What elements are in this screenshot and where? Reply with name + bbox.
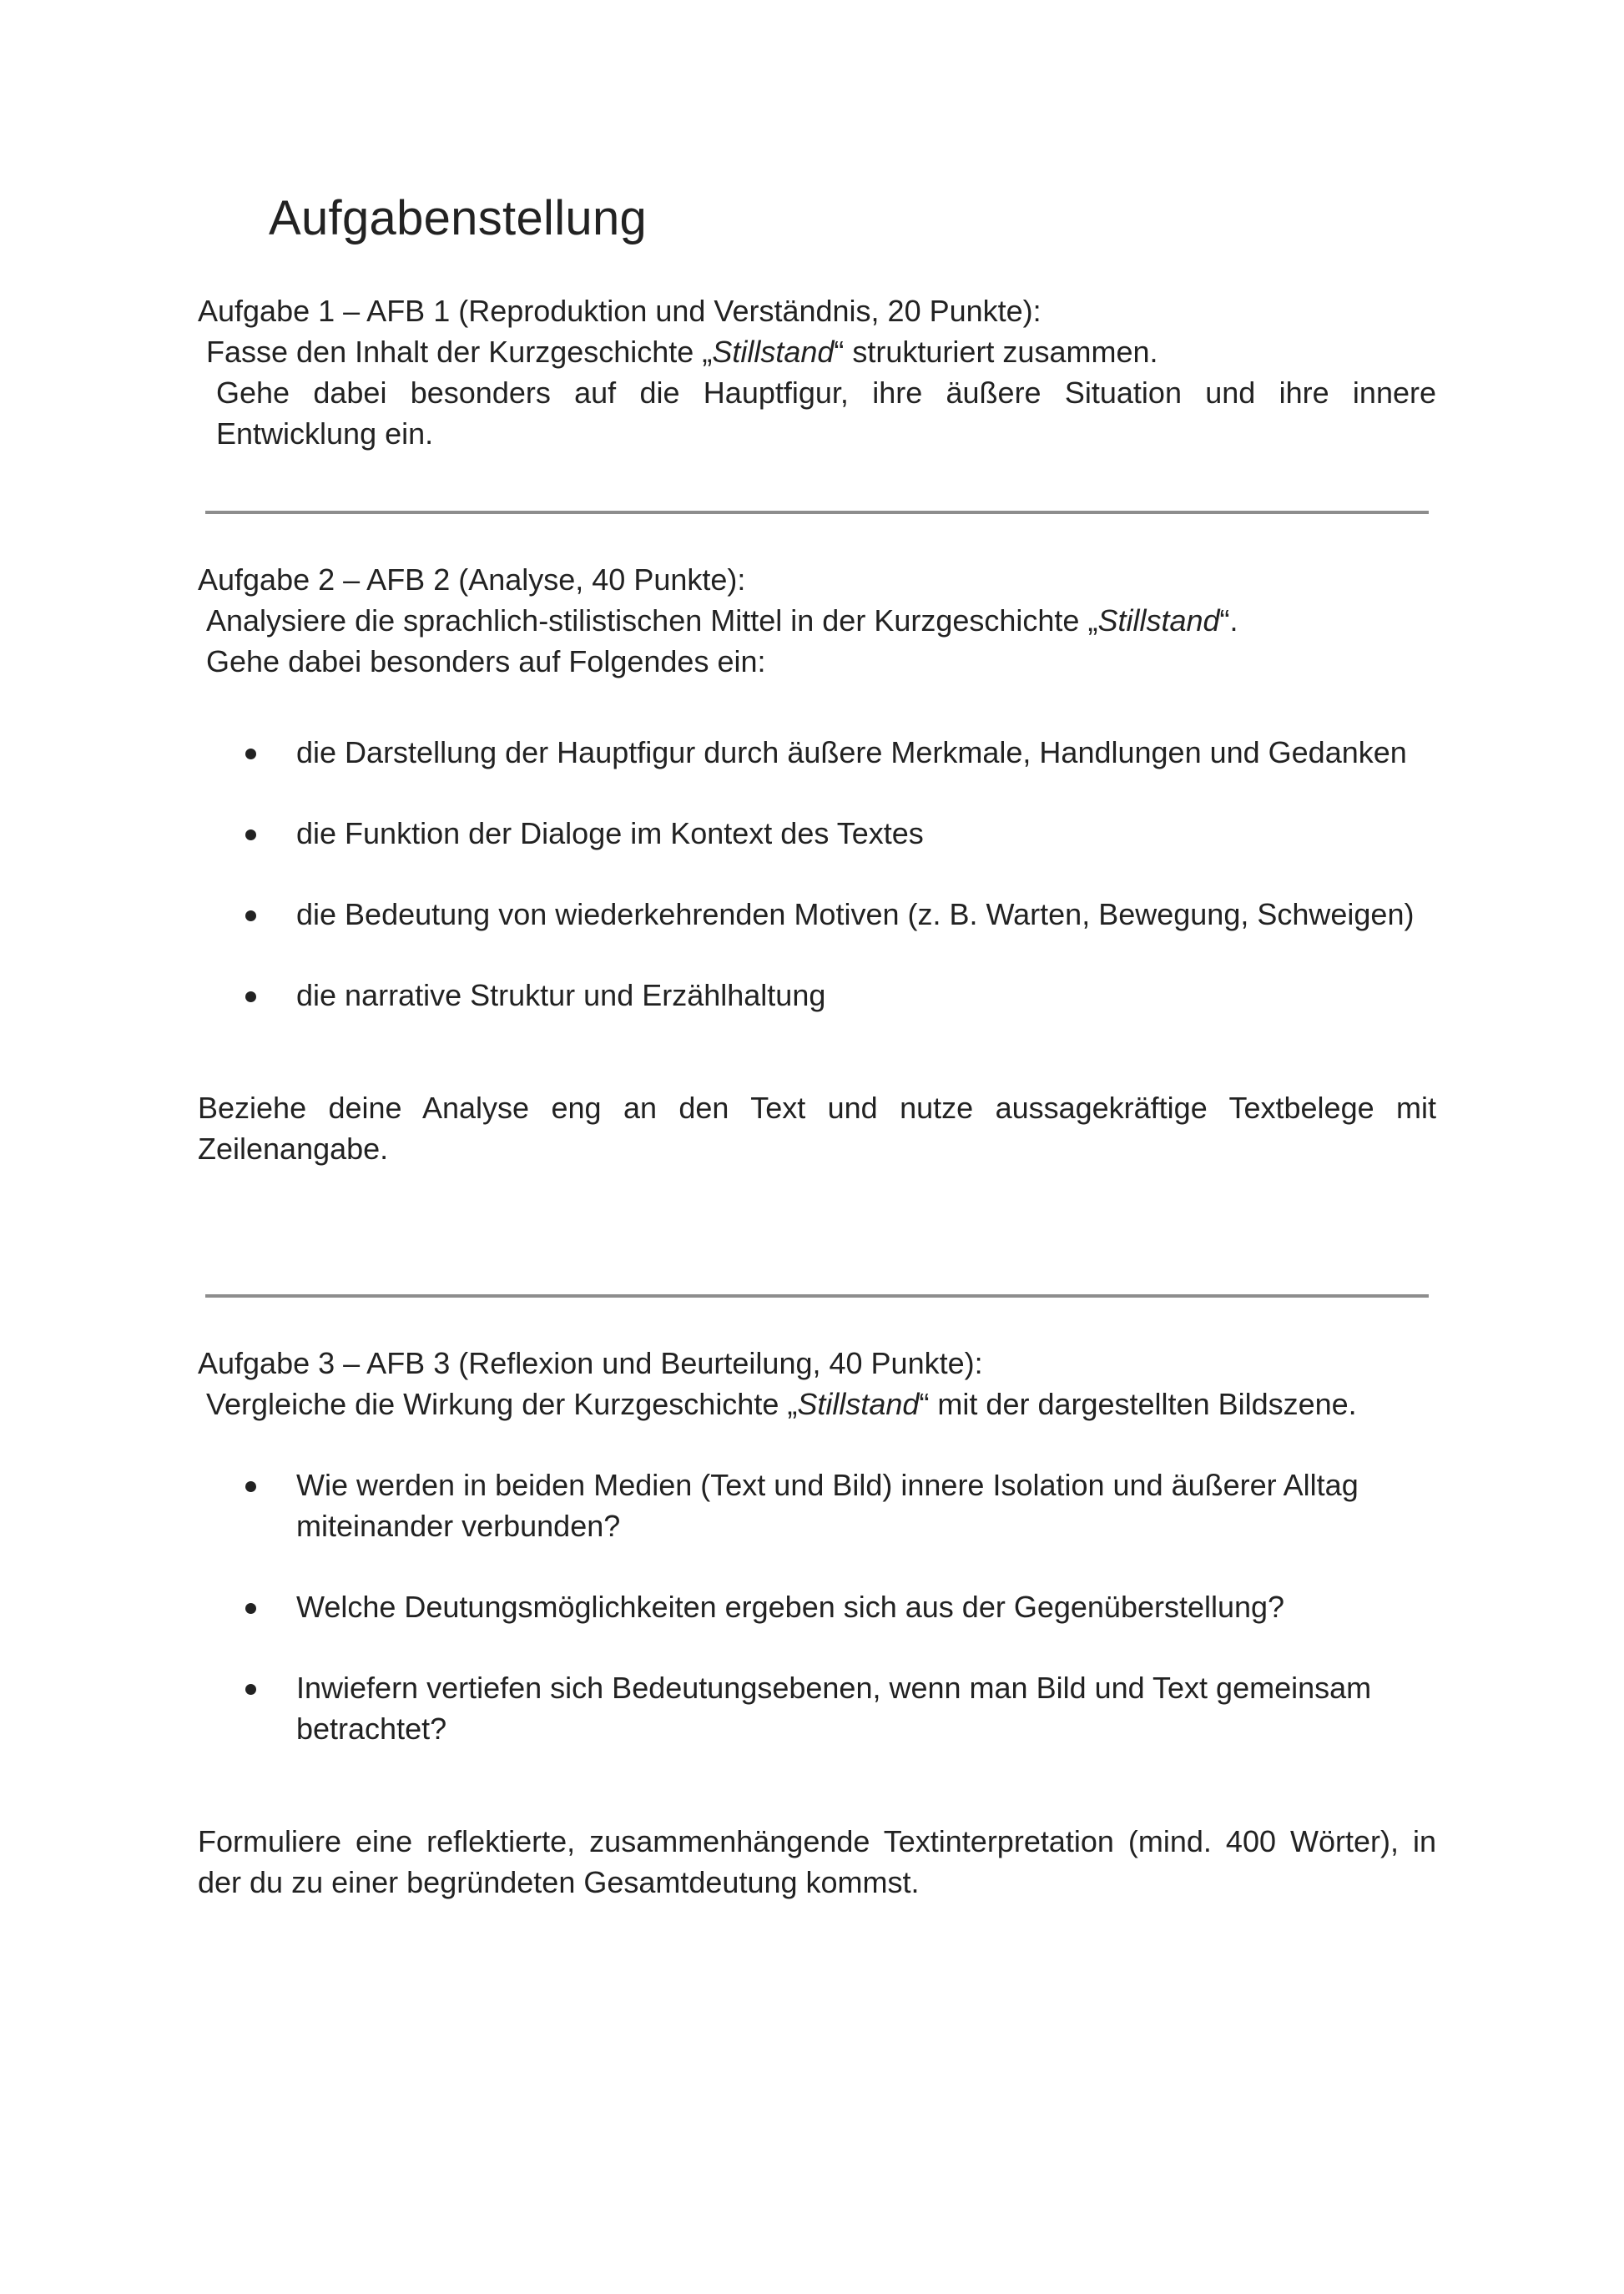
task3-section xyxy=(198,1343,1436,1903)
story-title: Stillstand xyxy=(797,1387,920,1421)
list-item: die Funktion der Dialoge im Kontext des Textes xyxy=(198,813,1436,854)
task2-instruction-2: Gehe dabei besonders auf Folgendes ein: xyxy=(206,644,766,678)
task3-instruction: Vergleiche die Wirkung der Kurzgeschichte „Stillstand“ mit der dargestellten Bildszene. xyxy=(206,1387,1357,1421)
story-title: Stillstand xyxy=(1097,603,1220,638)
bullet-icon xyxy=(245,1684,256,1695)
task1-section xyxy=(198,290,1436,454)
list-item: die Darstellung der Hauptfigur durch äußere Merkmale, Handlungen und Gedanken xyxy=(198,732,1436,773)
bullet-icon xyxy=(245,910,256,921)
task2-section xyxy=(198,559,1436,1169)
bullet-icon xyxy=(245,1603,256,1614)
list-item: Inwiefern vertiefen sich Bedeutungsebenen, wenn man Bild und Text gemeinsam betrachtet? xyxy=(198,1667,1436,1749)
page-title: Aufgabenstellung xyxy=(269,191,648,245)
task3-bullet-list xyxy=(198,1465,1436,1749)
bullet-icon xyxy=(245,829,256,840)
task3-closing: Formuliere eine reflektierte, zusammenhängende Textinterpretation (mind. 400 Wörter), in der du zu einer begründeten Gesamtdeutung kommst. xyxy=(198,1824,1436,1899)
task1-heading: Aufgabe 1 – AFB 1 (Reproduktion und Verständnis, 20 Punkte): xyxy=(198,294,1041,328)
task2-heading: Aufgabe 2 – AFB 2 (Analyse, 40 Punkte): xyxy=(198,562,746,597)
list-item: Wie werden in beiden Medien (Text und Bild) innere Isolation und äußerer Alltag miteinander verbunden? xyxy=(198,1465,1436,1546)
task2-closing: Beziehe deine Analyse eng an den Text und nutze aussagekräftige Textbelege mit Zeilenangabe. xyxy=(198,1091,1436,1166)
task2-bullet-list xyxy=(198,732,1436,1016)
task1-paragraph: Gehe dabei besonders auf die Hauptfigur, ihre äußere Situation und ihre innere Entwicklung ein. xyxy=(216,376,1436,451)
bullet-icon xyxy=(245,749,256,759)
list-item: die Bedeutung von wiederkehrenden Motiven (z. B. Warten, Bewegung, Schweigen) xyxy=(198,894,1436,935)
bullet-icon xyxy=(245,991,256,1002)
section-divider xyxy=(205,511,1429,514)
task2-instruction: Analysiere die sprachlich-stilistischen Mittel in der Kurzgeschichte „Stillstand“. xyxy=(206,603,1238,638)
list-item: Welche Deutungsmöglichkeiten ergeben sich aus der Gegenüberstellung? xyxy=(198,1586,1436,1627)
bullet-icon xyxy=(245,1481,256,1492)
story-title: Stillstand xyxy=(712,335,835,369)
task1-instruction: Fasse den Inhalt der Kurzgeschichte „Stillstand“ strukturiert zusammen. xyxy=(206,335,1158,369)
list-item: die narrative Struktur und Erzählhaltung xyxy=(198,975,1436,1016)
task3-heading: Aufgabe 3 – AFB 3 (Reflexion und Beurteilung, 40 Punkte): xyxy=(198,1346,983,1380)
section-divider xyxy=(205,1294,1429,1298)
